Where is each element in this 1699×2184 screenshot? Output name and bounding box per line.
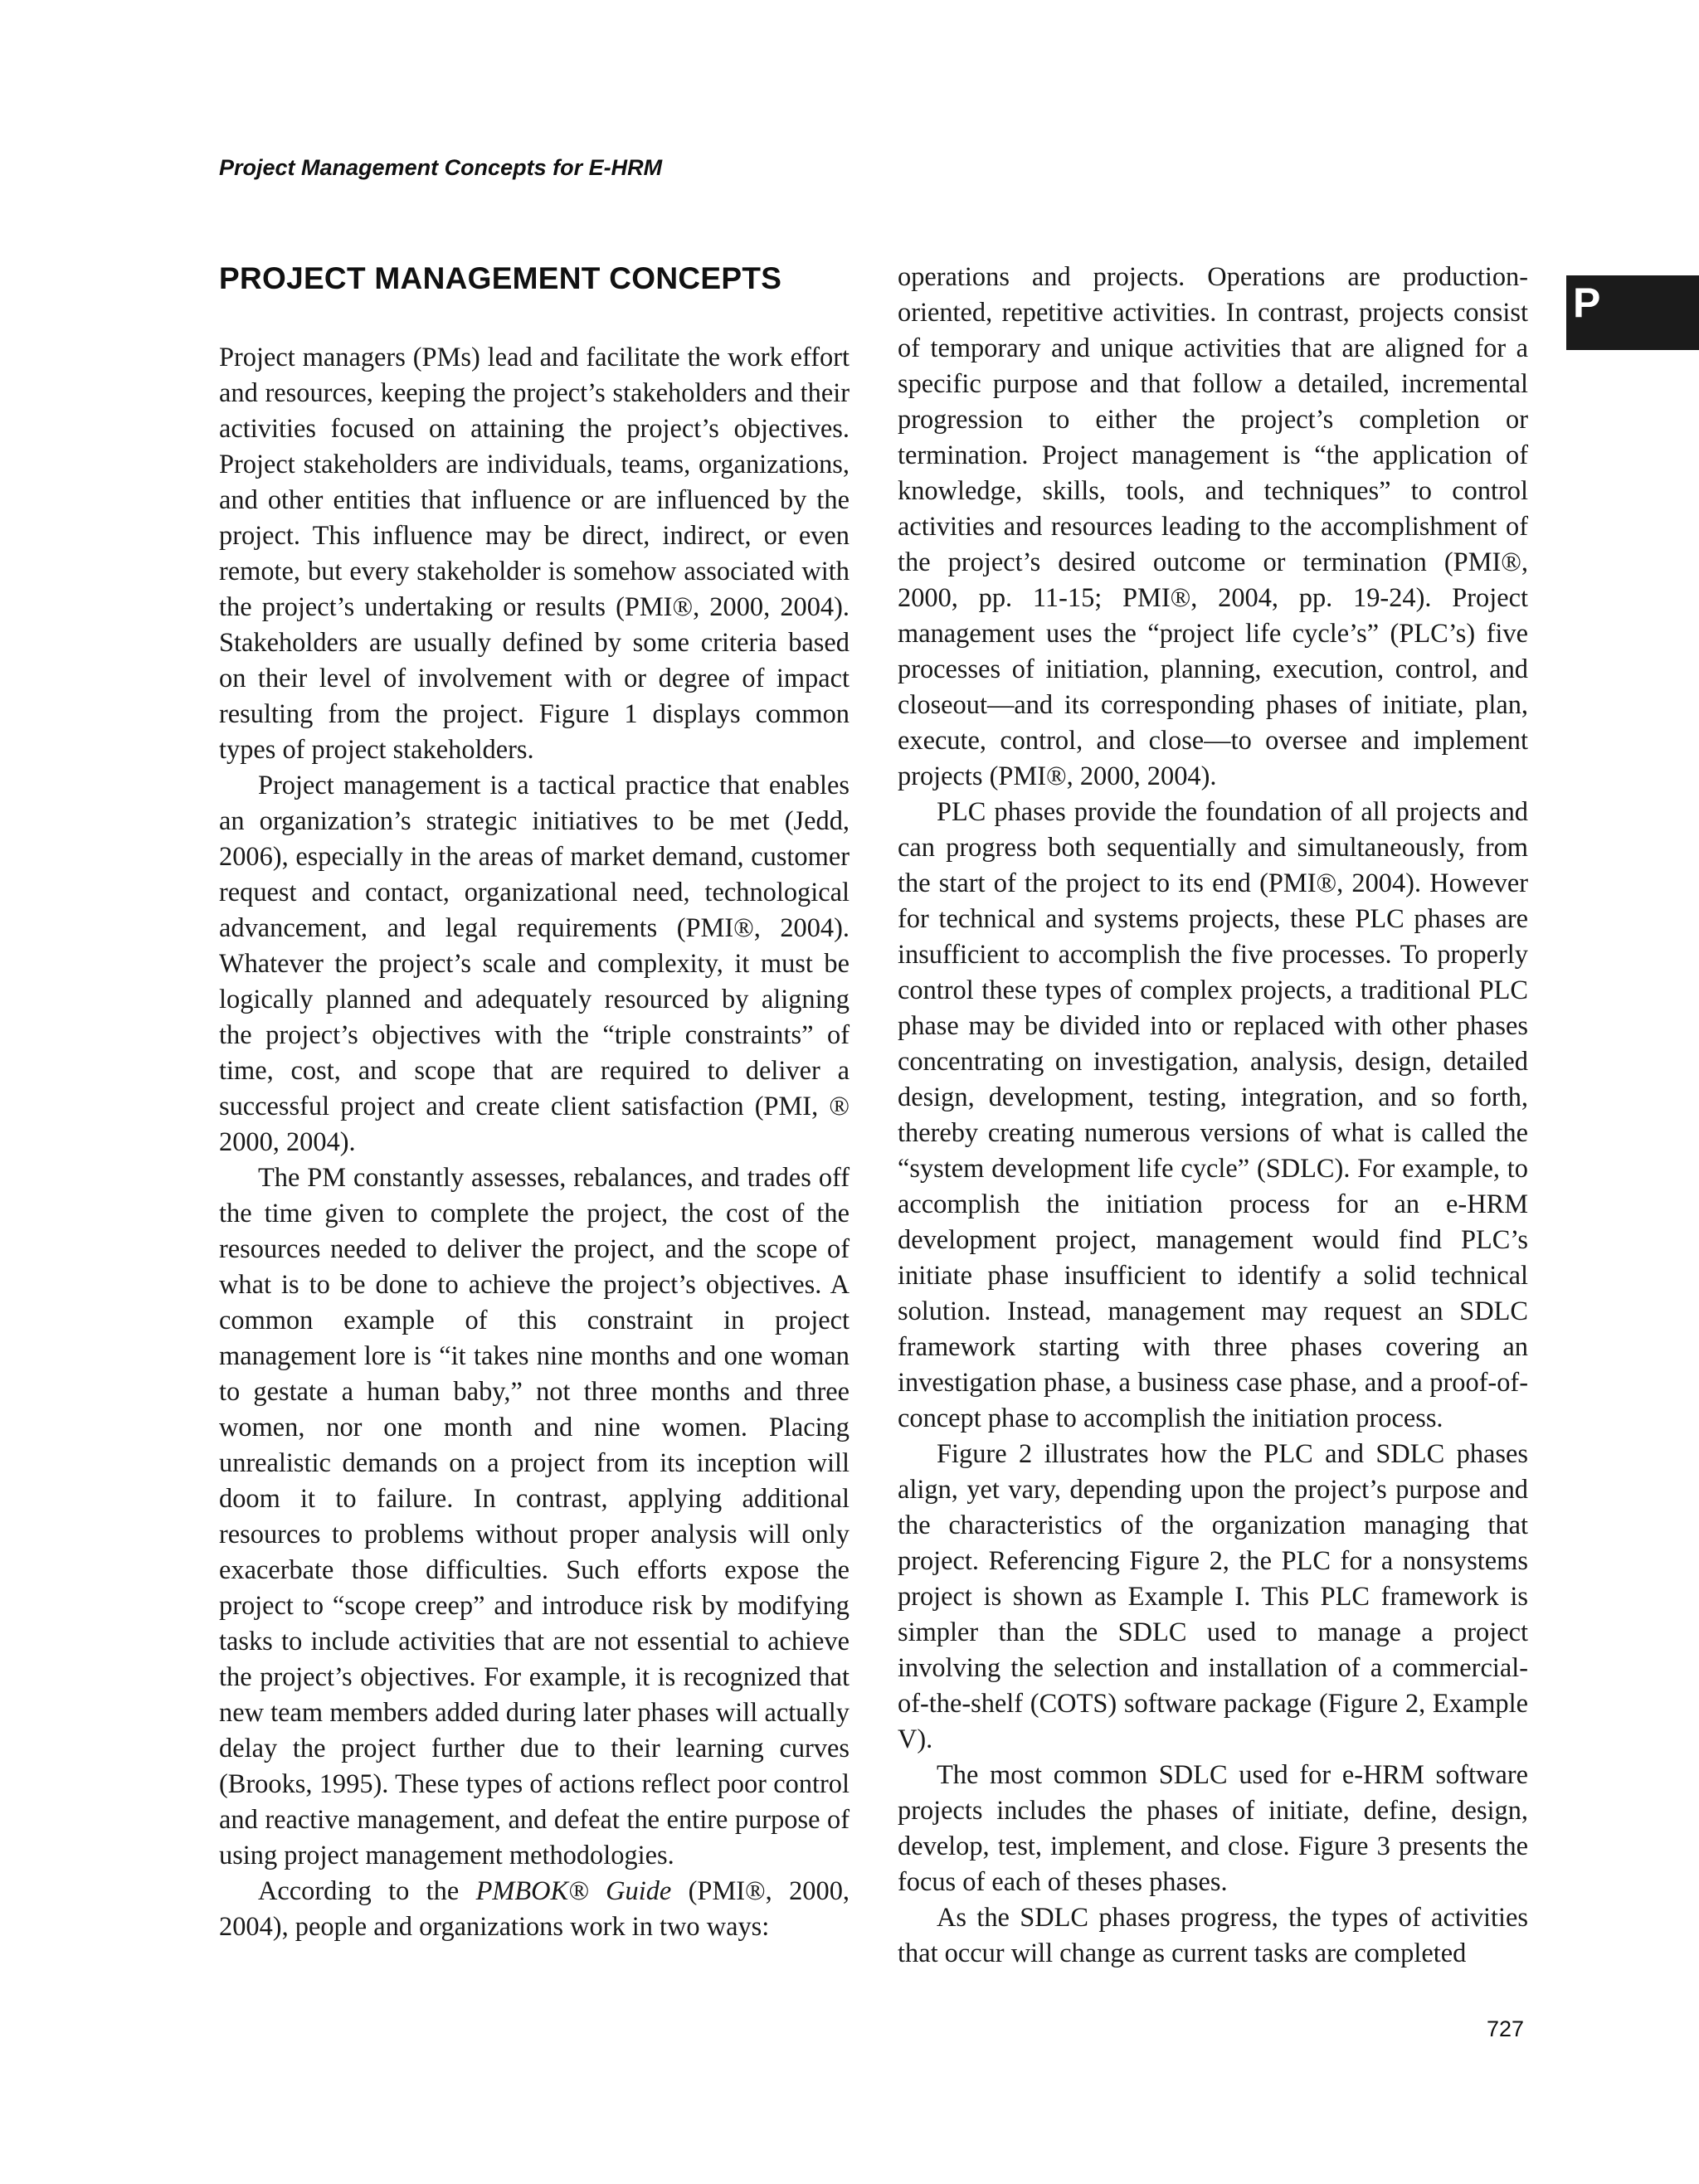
paragraph: operations and projects. Operations are production-oriented, repetitive activities. In contrast, projects consist of temporary and unique activities that are aligned for a specific purpose and that follow a detailed, incremental progression to either the project’s completion or termination. Project management is “the application of knowledge, skills, tools, and techniques” to control activities and resources leading to the accomplishment of the project’s desired outcome or termination (PMI®, 2000, pp. 11-15; PMI®, 2004, pp. 19-24). Project management uses the “project life cycle’s” (PLC’s) five processes of initiation, planning, execution, control, and closeout—and its corresponding phases of initiate, plan, execute, control, and close—to oversee and implement projects (PMI®, 2000, 2004). xyxy=(898,262,1528,791)
paragraph-text: According to the xyxy=(258,1876,476,1906)
paragraph: Figure 2 illustrates how the PLC and SDLC phases align, yet vary, depending upon the project’s purpose and the characteristics of the organization managing that project. Referencing Figure 2, the PLC for a nonsystems project is shown as Example I. This PLC framework is simpler than the SDLC used to manage a project involving the selection and installation of a commercial-of-the-shelf (COTS) software package (Figure 2, Example V). xyxy=(898,1439,1528,1754)
paragraph: The PM constantly assesses, rebalances, and trades off the time given to complete the project, the cost of the resources needed to deliver the project, and the scope of what is to be done to achieve the project’s objectives. A common example of this constraint in project management lore is “it takes nine months and one woman to gestate a human baby,” not three months and three women, nor one month and nine women. Placing unrealistic demands on a project from its inception will doom it to failure. In contrast, applying additional resources to problems without proper analysis will only exacerbate those difficulties. Such efforts expose the project to “scope creep” and introduce risk by modifying tasks to include activities that are not essential to achieve the project’s objectives. For example, it is recognized that new team members added during later phases will actually delay the project further due to their learning curves (Brooks, 1995). These types of actions reflect poor control and reactive management, and defeat the entire purpose of using project management methodologies. xyxy=(219,1163,850,1870)
section-tab xyxy=(1566,275,1699,350)
left-column xyxy=(219,259,850,1945)
paragraph-text: (PMI®, 2000, 2004), people and organizations work in two ways: xyxy=(219,1876,850,1942)
right-column xyxy=(898,260,1528,1972)
book-title: PMBOK® Guide xyxy=(475,1876,672,1906)
paragraph: Project managers (PMs) lead and facilitate the work effort and resources, keeping the project’s stakeholders and their activities focused on attaining the project’s objectives. Project stakeholders are individuals, teams, organizations, and other entities that influence or are influenced by the project. This influence may be direct, indirect, or even remote, but every stakeholder is somehow associated with the project’s undertaking or results (PMI®, 2000, 2004). Stakeholders are usually defined by some criteria based on their level of involvement with or degree of impact resulting from the project. Figure 1 displays common types of project stakeholders. xyxy=(219,343,850,765)
section-tab-letter: P xyxy=(1573,280,1601,326)
paragraph xyxy=(219,1874,850,1945)
paragraph: The most common SDLC used for e-HRM software projects includes the phases of initiate, define, design, develop, test, implement, and close. Figure 3 presents the focus of each of theses phases. xyxy=(898,1760,1528,1897)
page-number: 727 xyxy=(1487,2016,1525,2041)
paragraph: Project management is a tactical practice that enables an organization’s strategic initiatives to be met (Jedd, 2006), especially in the areas of market demand, customer request and contact, organizational need, technological advancement, and legal requirements (PMI®, 2004). Whatever the project’s scale and complexity, it must be logically planned and adequately resourced by aligning the project’s objectives with the “triple constraints” of time, cost, and scope that are required to deliver a successful project and create client satisfaction (PMI, ® 2000, 2004). xyxy=(219,771,850,1157)
section-heading: PROJECT MANAGEMENT CONCEPTS xyxy=(219,261,782,295)
paragraph: As the SDLC phases progress, the types of activities that occur will change as current tasks are completed xyxy=(898,1903,1528,1968)
running-header: Project Management Concepts for E-HRM xyxy=(219,155,663,180)
paragraph: PLC phases provide the foundation of all projects and can progress both sequentially and simultaneously, from the start of the project to its end (PMI®, 2004). However for technical and systems projects, these PLC phases are insufficient to accomplish the five processes. To properly control these types of complex projects, a traditional PLC phase may be divided into or replaced with other phases concentrating on investigation, analysis, design, detailed design, development, testing, integration, and so forth, thereby creating numerous versions of what is called the “system development life cycle” (SDLC). For example, to accomplish the initiation process for an e-HRM development project, management would find PLC’s initiate phase insufficient to identify a solid technical solution. Instead, management may request an SDLC framework starting with three phases covering an investigation phase, a business case phase, and a proof-of-concept phase to accomplish the initiation process. xyxy=(898,797,1528,1433)
